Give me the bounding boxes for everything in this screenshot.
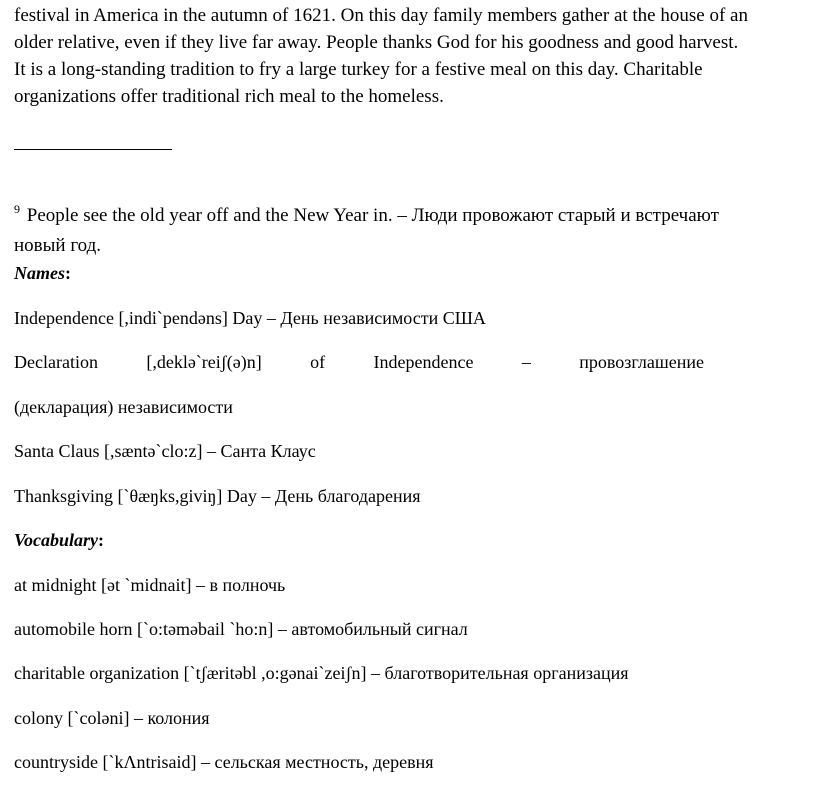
intro-line-2: older relative, even if they live far away. People thanks God for his goodness and good harvest.: [14, 32, 739, 53]
footnote-line-1: [14, 194, 804, 231]
declaration-word-5: –: [521, 352, 531, 372]
declaration-word-2: [,deklə`reiʃ(ə)n]: [146, 352, 262, 372]
names-heading-colon: :: [65, 263, 71, 283]
declaration-word-1: Declaration: [14, 352, 98, 372]
names-entry-declaration-cont: (декларация) независимости: [14, 397, 233, 417]
declaration-word-6: провозглашение: [579, 352, 704, 372]
footnote-text-1: People see the old year off and the New Year in. – Люди провожают старый и встречают: [26, 205, 719, 226]
vocab-entry-automobile-horn: automobile horn [`o:təməbail `ho:n] – автомобильный сигнал: [14, 619, 468, 639]
names-entry-independence-day: Independence [,indi`pendəns] Day – День независимости США: [14, 308, 486, 328]
vocab-entry-at-midnight: at midnight [ət `midnait] – в полночь: [14, 575, 286, 595]
vocab-entry-colony: colony [`coləni] – колония: [14, 708, 210, 728]
intro-line-3: It is a long-standing tradition to fry a large turkey for a festive meal on this day. Charitable: [14, 59, 703, 80]
footnote-separator: [14, 149, 172, 150]
footnote: [14, 194, 804, 261]
footnote-number: 9: [14, 202, 20, 216]
declaration-word-4: Independence: [373, 352, 474, 372]
document-page: [14, 0, 804, 772]
names-entry-declaration: [14, 351, 704, 373]
vocabulary-heading: [14, 529, 104, 551]
vocabulary-heading-colon: :: [98, 530, 105, 550]
vocabulary-heading-text: Vocabulary: [14, 530, 99, 550]
names-entry-thanksgiving: Thanksgiving [`θæŋks,giviŋ] Day – День благодарения: [14, 486, 421, 506]
vocab-entry-countryside: countryside [`kΛntrisaid] – сельская местность, деревня: [14, 752, 434, 772]
declaration-word-3: of: [310, 352, 326, 372]
footnote-line-2: новый год.: [14, 235, 102, 256]
intro-line-4: organizations offer traditional rich meal to the homeless.: [14, 86, 444, 107]
vocab-entry-charitable-organization: charitable organization [`tʃæritəbl ,o:gənai`zeiʃn] – благотворительная организация: [14, 663, 629, 683]
names-heading: [14, 262, 71, 284]
intro-line-1: festival in America in the autumn of 1621. On this day family members gather at the house of an: [14, 5, 748, 26]
intro-paragraph: [14, 0, 804, 110]
names-heading-text: Names: [14, 263, 65, 283]
names-entry-santa-claus: Santa Claus [,sæntə`clo:z] – Санта Клаус: [14, 441, 316, 461]
